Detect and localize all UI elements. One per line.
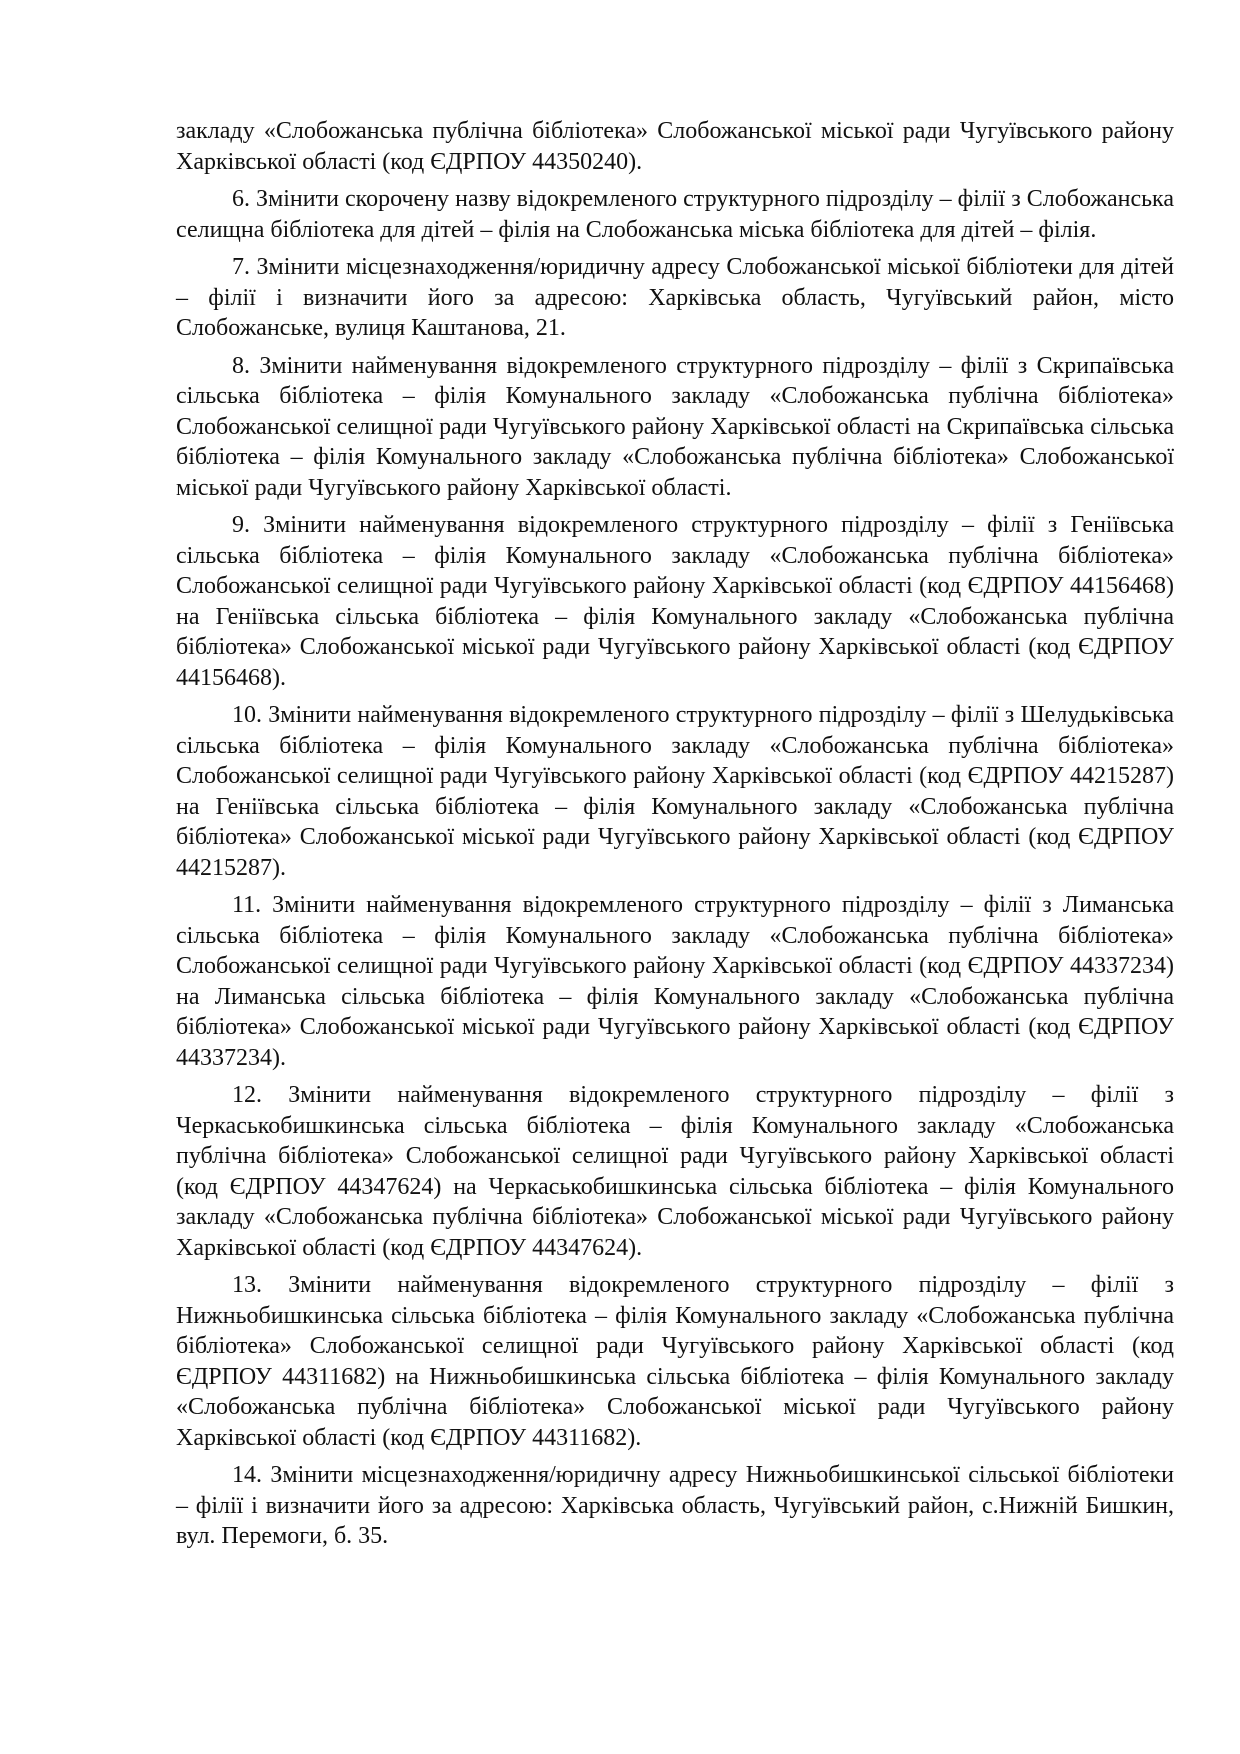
paragraph-item-13: 13. Змінити найменування відокремленого структурного підрозділу – філії з Нижньобишкинська сільська бібліотека – філія Комунального закладу «Слобожанська публічна бібліотека» Слобожанської селищної ради Чугуївського району Харківської області (код ЄДРПОУ 44311682) на Нижньобишкинська сільська бібліотека – філія Комунального закладу «Слобожанська публічна бібліотека» Слобожанської міської ради Чугуївського району Харківської області (код ЄДРПОУ 44311682). [176, 1272, 1174, 1451]
paragraph-item-8: 8. Змінити найменування відокремленого структурного підрозділу – філії з Скрипаївська сільська бібліотека – філія Комунального закладу «Слобожанська публічна бібліотека» Слобожанської селищної ради Чугуївського району Харківської області на Скрипаївська сільська бібліотека – філія Комунального закладу «Слобожанська публічна бібліотека» Слобожанської міської ради Чугуївського району Харківської області. [176, 352, 1174, 501]
paragraph-item-10: 10. Змінити найменування відокремленого структурного підрозділу – філії з Шелудьківська сільська бібліотека – філія Комунального закладу «Слобожанська публічна бібліотека» Слобожанської селищної ради Чугуївського району Харківської області (код ЄДРПОУ 44215287) на Геніївська сільська бібліотека – філія Комунального закладу «Слобожанська публічна бібліотека» Слобожанської міської ради Чугуївського району Харківської області (код ЄДРПОУ 44215287). [176, 702, 1174, 881]
paragraph-item-11: 11. Змінити найменування відокремленого структурного підрозділу – філії з Лиманська сільська бібліотека – філія Комунального закладу «Слобожанська публічна бібліотека» Слобожанської селищної ради Чугуївського району Харківської області (код ЄДРПОУ 44337234) на Лиманська сільська бібліотека – філія Комунального закладу «Слобожанська публічна бібліотека» Слобожанської міської ради Чугуївського району Харківської області (код ЄДРПОУ 44337234). [176, 892, 1174, 1071]
paragraph-item-6: 6. Змінити скорочену назву відокремленого структурного підрозділу – філії з Слобожанська селищна бібліотека для дітей – філія на Слобожанська міська бібліотека для дітей – філія. [176, 186, 1174, 243]
paragraph-item-9: 9. Змінити найменування відокремленого структурного підрозділу – філії з Геніївська сільська бібліотека – філія Комунального закладу «Слобожанська публічна бібліотека» Слобожанської селищної ради Чугуївського району Харківської області (код ЄДРПОУ 44156468) на Геніївська сільська бібліотека – філія Комунального закладу «Слобожанська публічна бібліотека» Слобожанської міської ради Чугуївського району Харківської області (код ЄДРПОУ 44156468). [176, 512, 1174, 691]
paragraph-continuation: закладу «Слобожанська публічна бібліотека» Слобожанської міської ради Чугуївського району Харківської області (код ЄДРПОУ 44350240). [176, 118, 1174, 175]
paragraph-item-7: 7. Змінити місцезнаходження/юридичну адресу Слобожанської міської бібліотеки для дітей – філії і визначити його за адресою: Харківська область, Чугуївський район, місто Слобожанське, вулиця Каштанова, 21. [176, 254, 1174, 341]
paragraph-item-12: 12. Змінити найменування відокремленого структурного підрозділу – філії з Черкаськобишкинська сільська бібліотека – філія Комунального закладу «Слобожанська публічна бібліотека» Слобожанської селищної ради Чугуївського району Харківської області (код ЄДРПОУ 44347624) на Черкаськобишкинська сільська бібліотека – філія Комунального закладу «Слобожанська публічна бібліотека» Слобожанської міської ради Чугуївського району Харківської області (код ЄДРПОУ 44347624). [176, 1082, 1174, 1261]
document-body [176, 116, 1174, 1559]
paragraph-item-14: 14. Змінити місцезнаходження/юридичну адресу Нижньобишкинської сільської бібліотеки – філії і визначити його за адресою: Харківська область, Чугуївський район, с.Нижній Бишкин, вул. Перемоги, б. 35. [176, 1462, 1174, 1549]
